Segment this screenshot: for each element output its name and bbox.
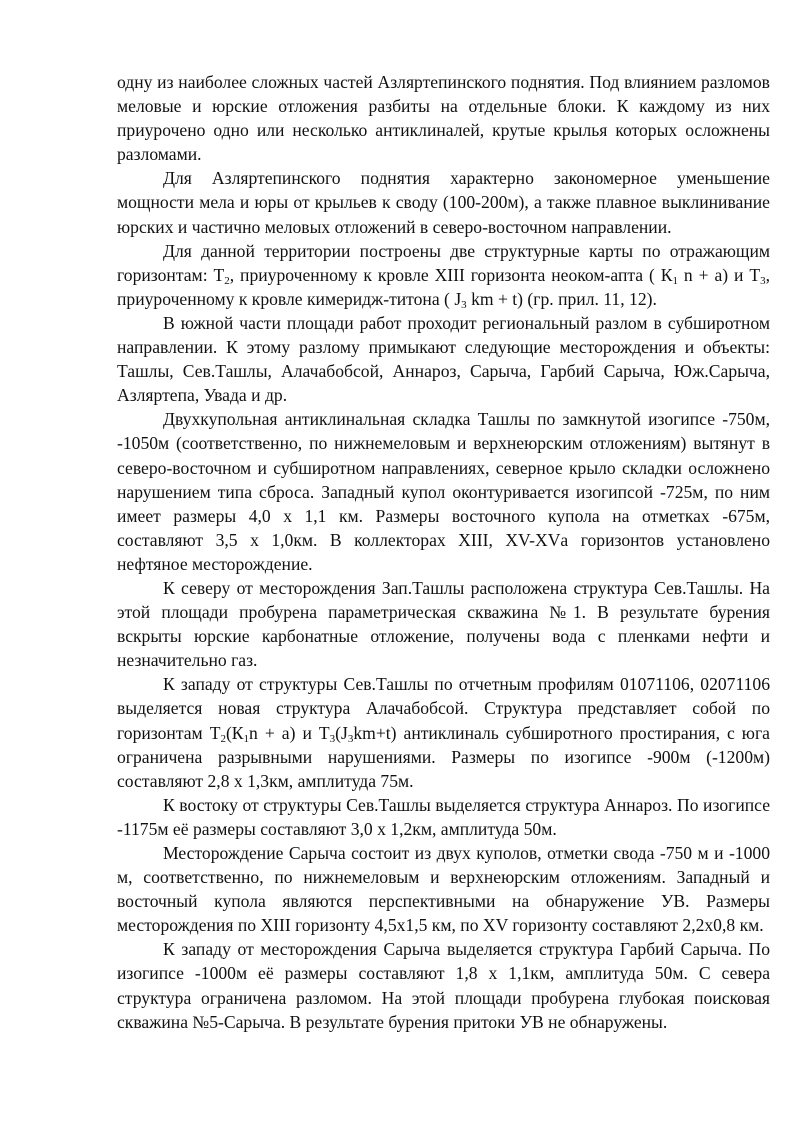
subscript: 3 (461, 298, 467, 311)
paragraph (117, 407, 770, 576)
paragraph-text: , приуроченному к кровле XIII горизонта неоком-апта ( К (229, 264, 673, 285)
subscript: 1 (243, 732, 250, 745)
paragraph (117, 239, 770, 311)
subscript: 2 (224, 274, 230, 287)
paragraph-text: Для Азляртепинского поднятия характерно закономерное уменьшение мощности мела и юры от крыльев к своду (100-200м), а также плавное выклинивание юрских и частично меловых отложений в северо-восточном направлении. (117, 168, 770, 237)
paragraph-text: К северу от месторождения Зап.Ташлы расположена структура Сев.Ташлы. На этой площади пробурена параметрическая скважина №1. В результате бурения вскрыты юрские карбонатные отложение, получены вода с пленками нефти и незначительно газ. (117, 577, 770, 671)
paragraph (117, 576, 770, 672)
paragraph (117, 841, 770, 937)
subscript: 1 (672, 274, 678, 287)
subscript: 3 (760, 274, 766, 287)
paragraph (117, 166, 770, 238)
paragraph-text: К западу от месторождения Сарыча выделяется структура Гарбий Сарыча. По изогипсе -1000м её размеры составляют 1,8 х 1,1км, амплитуда 50м. С севера структура ограничена разломом. На этой площади пробурена глубокая поисковая скважина №5-Сарыча. В результате бурения притоки УВ не обнаружены. (117, 939, 770, 1032)
paragraph-text: km + t) (гр. прил. 11, 12). (466, 288, 657, 309)
paragraph-text: n + а) и Т (678, 264, 761, 285)
paragraph-text: (J (335, 722, 348, 743)
document-page (117, 70, 770, 1034)
paragraph-text: km+t) антиклиналь субширотного простирания, с юга ограничена разрывными нарушениями. Размеры по изогипсе -900м (-1200м) составляют 2,8 х 1,3км, амплитуда 75м. (117, 722, 770, 791)
subscript: 3 (347, 732, 354, 745)
paragraph-text: В южной части площади работ проходит региональный разлом в субширотном направлении. К этому разлому примыкают следующие месторождения и объекты: Ташлы, Сев.Ташлы, Алачабобсой, Аннароз, Сарыча, Гарбий Сарыча, Юж.Сарыча, Азляртепа, Увада и др. (117, 312, 770, 406)
paragraph-text: , приуроченному к кровле кимеридж-титона ( J (117, 264, 771, 309)
subscript: 2 (220, 732, 226, 745)
subscript: 3 (329, 732, 336, 745)
paragraph-text: (К (225, 722, 244, 743)
paragraph-text: n + а) и Т (249, 722, 330, 743)
paragraph-text: К западу от структуры Сев.Ташлы по отчетным профилям 01071106, 02071106 выделяется новая структура Алачабобсой. Структура представляет собой по горизонтам Т (117, 674, 770, 743)
paragraph-text: Для данной территории построены две структурные карты по отражающим горизонтам: Т (117, 240, 770, 285)
paragraph (117, 793, 770, 841)
paragraph (117, 672, 770, 792)
paragraph (117, 311, 770, 407)
paragraph (117, 70, 770, 166)
paragraph-text: одну из наиболее сложных частей Азляртепинского поднятия. Под влиянием разломов меловые и юрские отложения разбиты на отдельные блоки. К каждому из них приурочено одно или несколько антиклиналей, крутые крылья которых осложнены разломами. (117, 72, 770, 165)
paragraph-text: К востоку от структуры Сев.Ташлы выделяется структура Аннароз. По изогипсе -1175м её размеры составляют 3,0 х 1,2км, амплитуда 50м. (117, 794, 770, 839)
paragraph-text: Месторождение Сарыча состоит из двух куполов, отметки свода -750 м и -1000 м, соответственно, по нижнемеловым и верхнеюрским отложениям. Западный и восточный купола являются перспективными на обнаружение УВ. Размеры месторождения по XIII горизонту 4,5х1,5 км, по XV горизонту составляют 2,2х0,8 км. (117, 843, 770, 936)
paragraph (117, 937, 770, 1033)
paragraph-text: Двухкупольная антиклинальная складка Ташлы по замкнутой изогипсе -750м, -1050м (соответственно, по нижнемеловым и верхнеюрским отложениям) вытянут в северо-восточном и субширотном направлениях, северное крыло складки осложнено нарушением типа сброса. Западный купол оконтуривается изогипсой -725м, по ним имеет размеры 4,0 х 1,1 км. Размеры восточного купола на отметках -675м, составляют 3,5 х 1,0км. В коллекторах XIII, XV-XVа горизонтов установлено нефтяное месторождение. (117, 409, 770, 574)
